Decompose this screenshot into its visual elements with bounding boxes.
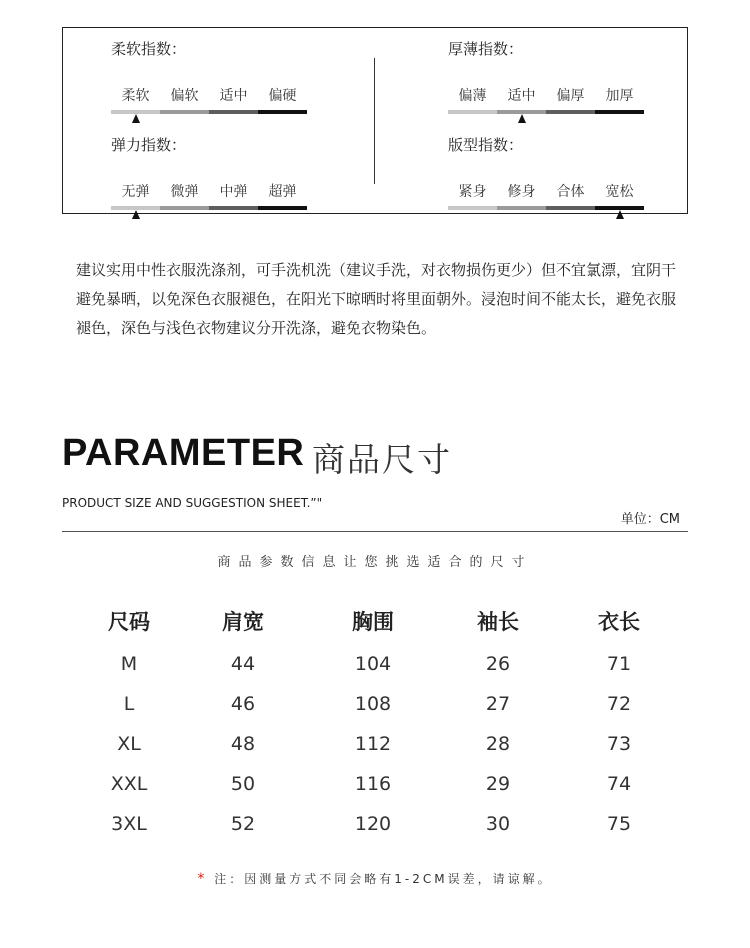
column-header-chest: 胸围 [352,610,394,634]
cell-shoulder: 48 [230,733,256,755]
softness-scale-segment [160,110,209,114]
softness-option: 柔软 [121,88,150,104]
elasticity-index [111,134,311,200]
cell-shoulder: 50 [230,773,256,795]
cell-length: 73 [606,733,632,755]
cell-shoulder: 44 [230,653,256,675]
cell-sleeve: 30 [485,813,511,835]
cell-chest: 120 [354,813,392,835]
thickness-title: 厚薄指数： [448,40,524,58]
size-sheet-subtitle: PRODUCT SIZE AND SUGGESTION SHEET.”" [62,496,323,510]
fit-scale-segment [546,206,595,210]
table-row [0,733,750,757]
cell-sleeve: 29 [485,773,511,795]
cell-sleeve: 27 [485,693,511,715]
cell-sleeve: 28 [485,733,511,755]
thickness-labels [448,85,644,105]
cell-size: L [123,693,135,715]
cell-length: 75 [606,813,632,835]
fit-index [448,134,648,200]
thickness-scale-segment [448,110,497,114]
parameter-heading: PARAMETER [62,432,305,474]
fit-scale-segment [497,206,546,210]
thickness-option: 适中 [507,88,536,104]
cell-shoulder: 46 [230,693,256,715]
elasticity-scale-segment [209,206,258,210]
elasticity-scale-segment [160,206,209,210]
measurement-note [0,870,750,887]
elasticity-title: 弹力指数： [111,136,187,154]
cell-sleeve: 26 [485,653,511,675]
thickness-scale-segment [546,110,595,114]
cell-chest: 116 [354,773,392,795]
softness-scale-segment [258,110,307,114]
care-instructions: 建议实用中性衣服洗涤剂，可手洗机洗（建议手洗，对衣物损伤更少）但不宜氯漂，宜阴干避免暴晒，以免深色衣服褪色，在阳光下晾晒时将里面朝外。浸泡时间不能太长，避免衣服褪色，深色与浅色衣物建议分开洗涤，避免衣物染色。 [76,261,677,337]
softness-scale-bar [111,110,307,114]
cell-size: M [120,653,138,675]
thickness-indicator-arrow [518,114,526,123]
column-header-sleeve: 袖长 [477,610,519,634]
column-header-length: 衣长 [598,610,640,634]
table-row [0,773,750,797]
note-asterisk: * [197,871,208,887]
cell-shoulder: 52 [230,813,256,835]
elasticity-option: 无弹 [121,184,150,200]
fabric-index-panel [62,27,688,214]
softness-index [111,38,311,104]
softness-indicator-arrow [132,114,140,123]
column-header-size: 尺码 [108,610,150,634]
fit-title: 版型指数： [448,136,524,154]
fit-option: 宽松 [605,184,634,200]
softness-option: 偏硬 [268,88,297,104]
cell-size: 3XL [111,813,147,835]
fit-labels [448,181,644,201]
elasticity-labels [111,181,307,201]
elasticity-option: 超弹 [268,184,297,200]
panel-divider [374,58,375,184]
cell-chest: 108 [354,693,392,715]
cell-length: 71 [606,653,632,675]
cell-chest: 104 [354,653,392,675]
thickness-option: 偏薄 [458,88,487,104]
elasticity-scale-bar [111,206,307,210]
fit-option: 合体 [556,184,585,200]
cell-chest: 112 [354,733,392,755]
note-text: 注：因测量方式不同会略有1-2CM误差，请谅解。 [214,872,553,886]
fit-indicator-arrow [616,210,624,219]
size-table-header [0,606,750,638]
softness-title: 柔软指数： [111,40,187,58]
cell-length: 74 [606,773,632,795]
thickness-scale-segment [595,110,644,114]
softness-labels [111,85,307,105]
fit-option: 修身 [507,184,536,200]
softness-scale-segment [209,110,258,114]
elasticity-scale-segment [258,206,307,210]
thickness-option: 加厚 [605,88,634,104]
cell-size: XL [117,733,141,755]
thickness-index [448,38,648,104]
fit-scale-segment [448,206,497,210]
elasticity-indicator-arrow [132,210,140,219]
softness-option: 偏软 [170,88,199,104]
elasticity-option: 微弹 [170,184,199,200]
size-table-caption: 商品参数信息让您挑选适合的尺寸 [217,555,533,570]
unit-label: 单位：CM [620,512,680,527]
cell-size: XXL [110,773,148,795]
column-header-shoulder: 肩宽 [222,610,264,634]
table-row [0,813,750,837]
heading-divider [62,531,688,532]
thickness-scale-bar [448,110,644,114]
table-row [0,693,750,717]
thickness-option: 偏厚 [556,88,585,104]
fit-option: 紧身 [458,184,487,200]
cell-length: 72 [606,693,632,715]
softness-option: 适中 [219,88,248,104]
table-row [0,653,750,677]
product-size-heading: 商品尺寸 [312,440,452,479]
elasticity-option: 中弹 [219,184,248,200]
